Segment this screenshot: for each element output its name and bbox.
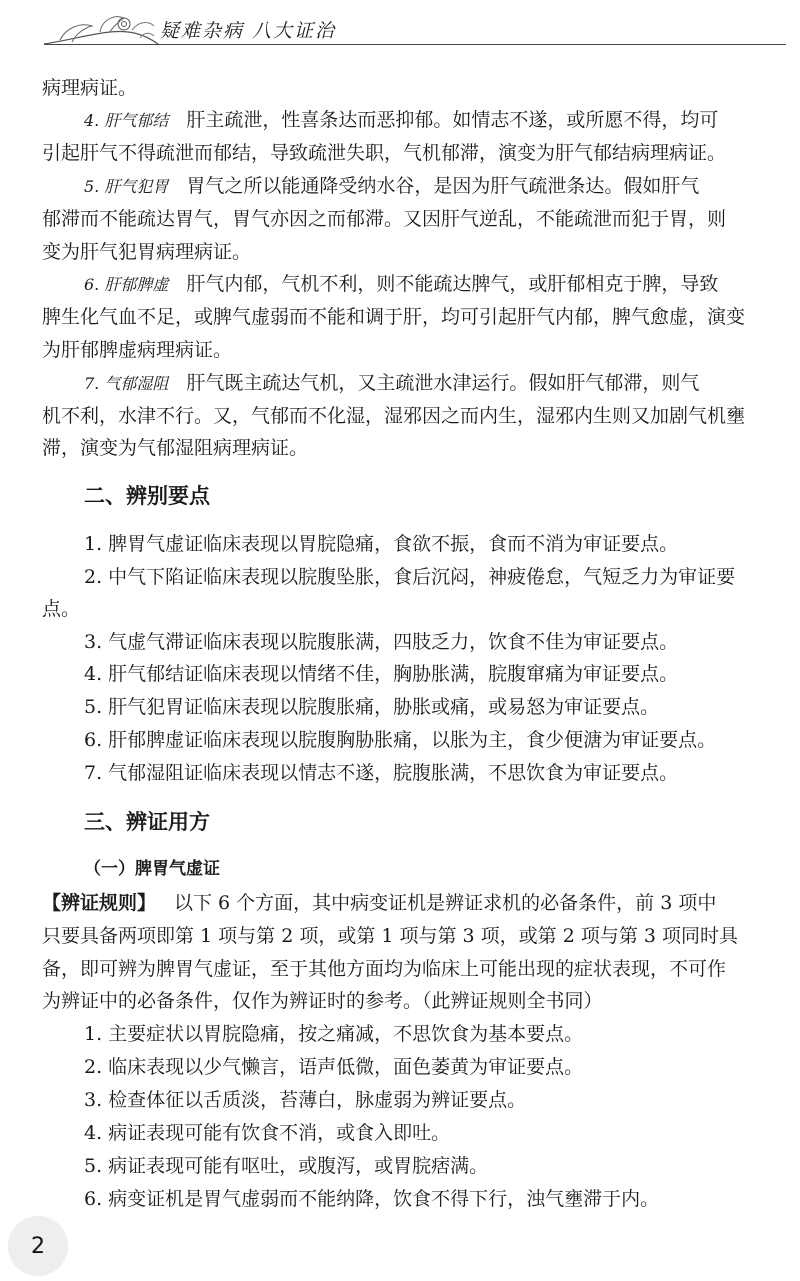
rule-text: 以下 6 个方面，其中病变证机是辨证求机的必备条件，前 3 项中 xyxy=(174,892,717,914)
item-line xyxy=(84,272,798,297)
item-label: 5. 肝气犯胃 xyxy=(84,177,169,196)
running-header xyxy=(0,0,800,56)
body-line: 脾生化气血不足，或脾气虚弱而不能和调于肝，均可引起肝气内郁，脾气愈虚，演变 xyxy=(42,306,746,328)
body-line: 病理病证。 xyxy=(42,77,138,99)
item-text: 肝气内郁，气机不利，则不能疏达脾气，或肝郁相克于脾，导致 xyxy=(186,273,719,295)
body-line: 为肝郁脾虚病理病证。 xyxy=(42,339,233,361)
body-line: 变为肝气犯胃病理病证。 xyxy=(42,241,252,263)
page-number: 2 xyxy=(8,1216,68,1276)
body-line: 6. 肝郁脾虚证临床表现以脘腹胸胁胀痛，以胀为主，食少便溏为审证要点。 xyxy=(84,729,717,751)
body-line: 5. 病证表现可能有呕吐，或腹泻，或胃脘痞满。 xyxy=(84,1155,489,1177)
rule-line xyxy=(42,891,798,915)
body-line: 4. 病证表现可能有饮食不消，或食入即吐。 xyxy=(84,1122,451,1144)
item-line xyxy=(84,108,798,133)
body-line: 只要具备两项即第 1 项与第 2 项，或第 1 项与第 3 项，或第 2 项与第 3 项同时具 xyxy=(42,925,739,947)
item-line xyxy=(84,174,798,199)
body-line: 为辨证中的必备条件，仅作为辨证时的参考。（此辨证规则全书同） xyxy=(42,990,603,1012)
subsection-heading: （一）脾胃气虚证 xyxy=(84,859,220,879)
body-line: 4. 肝气郁结证临床表现以情绪不佳，胸胁胀满，脘腹窜痛为审证要点。 xyxy=(84,663,679,685)
body-line: 引起肝气不得疏泄而郁结，导致疏泄失职，气机郁滞，演变为肝气郁结病理病证。 xyxy=(42,142,727,164)
section-heading: 二、辨别要点 xyxy=(84,483,210,508)
body-line: 2. 中气下陷证临床表现以脘腹坠胀，食后沉闷，神疲倦怠，气短乏力为审证要 xyxy=(84,566,736,588)
header-title: 疑难杂病 八大证治 xyxy=(160,20,337,42)
rule-label: 【辨证规则】 xyxy=(42,892,157,914)
body-line: 7. 气郁湿阻证临床表现以情志不遂，脘腹胀满，不思饮食为审证要点。 xyxy=(84,762,679,784)
section-heading: 三、辨证用方 xyxy=(84,809,210,834)
body-line: 3. 气虚气滞证临床表现以脘腹胀满，四肢乏力，饮食不佳为审证要点。 xyxy=(84,631,679,653)
body-line: 3. 检查体征以舌质淡，苔薄白，脉虚弱为辨证要点。 xyxy=(84,1089,527,1111)
body-line: 5. 肝气犯胃证临床表现以脘腹胀痛，胁胀或痛，或易怒为审证要点。 xyxy=(84,696,660,718)
item-label: 7. 气郁湿阻 xyxy=(84,374,169,393)
body-line: 2. 临床表现以少气懒言，语声低微，面色萎黄为审证要点。 xyxy=(84,1056,584,1078)
body-line: 郁滞而不能疏达胃气，胃气亦因之而郁滞。又因肝气逆乱，不能疏泄而犯于胃，则 xyxy=(42,208,727,230)
body-line: 机不利，水津不行。又，气郁而不化湿，湿邪因之而内生，湿邪内生则又加剧气机壅 xyxy=(42,405,746,427)
item-label: 4. 肝气郁结 xyxy=(84,111,169,130)
body-line: 备，即可辨为脾胃气虚证，至于其他方面均为临床上可能出现的症状表现，不可作 xyxy=(42,958,727,980)
header-rule xyxy=(44,44,786,45)
item-label: 6. 肝郁脾虚 xyxy=(84,275,169,294)
body-line: 滞，演变为气郁湿阻病理病证。 xyxy=(42,437,309,459)
item-text: 肝气既主疏达气机，又主疏泄水津运行。假如肝气郁滞，则气 xyxy=(186,372,700,394)
body-line: 1. 脾胃气虚证临床表现以胃脘隐痛，食欲不振，食而不消为审证要点。 xyxy=(84,533,679,555)
body-line: 6. 病变证机是胃气虚弱而不能纳降，饮食不得下行，浊气壅滞于内。 xyxy=(84,1188,660,1210)
body-line: 点。 xyxy=(42,598,81,620)
item-text: 胃气之所以能通降受纳水谷，是因为肝气疏泄条达。假如肝气 xyxy=(186,175,700,197)
floral-ornament-icon xyxy=(40,4,160,48)
item-line xyxy=(84,371,798,396)
item-text: 肝主疏泄，性喜条达而恶抑郁。如情志不遂，或所愿不得，均可 xyxy=(186,109,719,131)
body-line: 1. 主要症状以胃脘隐痛，按之痛减，不思饮食为基本要点。 xyxy=(84,1023,584,1045)
